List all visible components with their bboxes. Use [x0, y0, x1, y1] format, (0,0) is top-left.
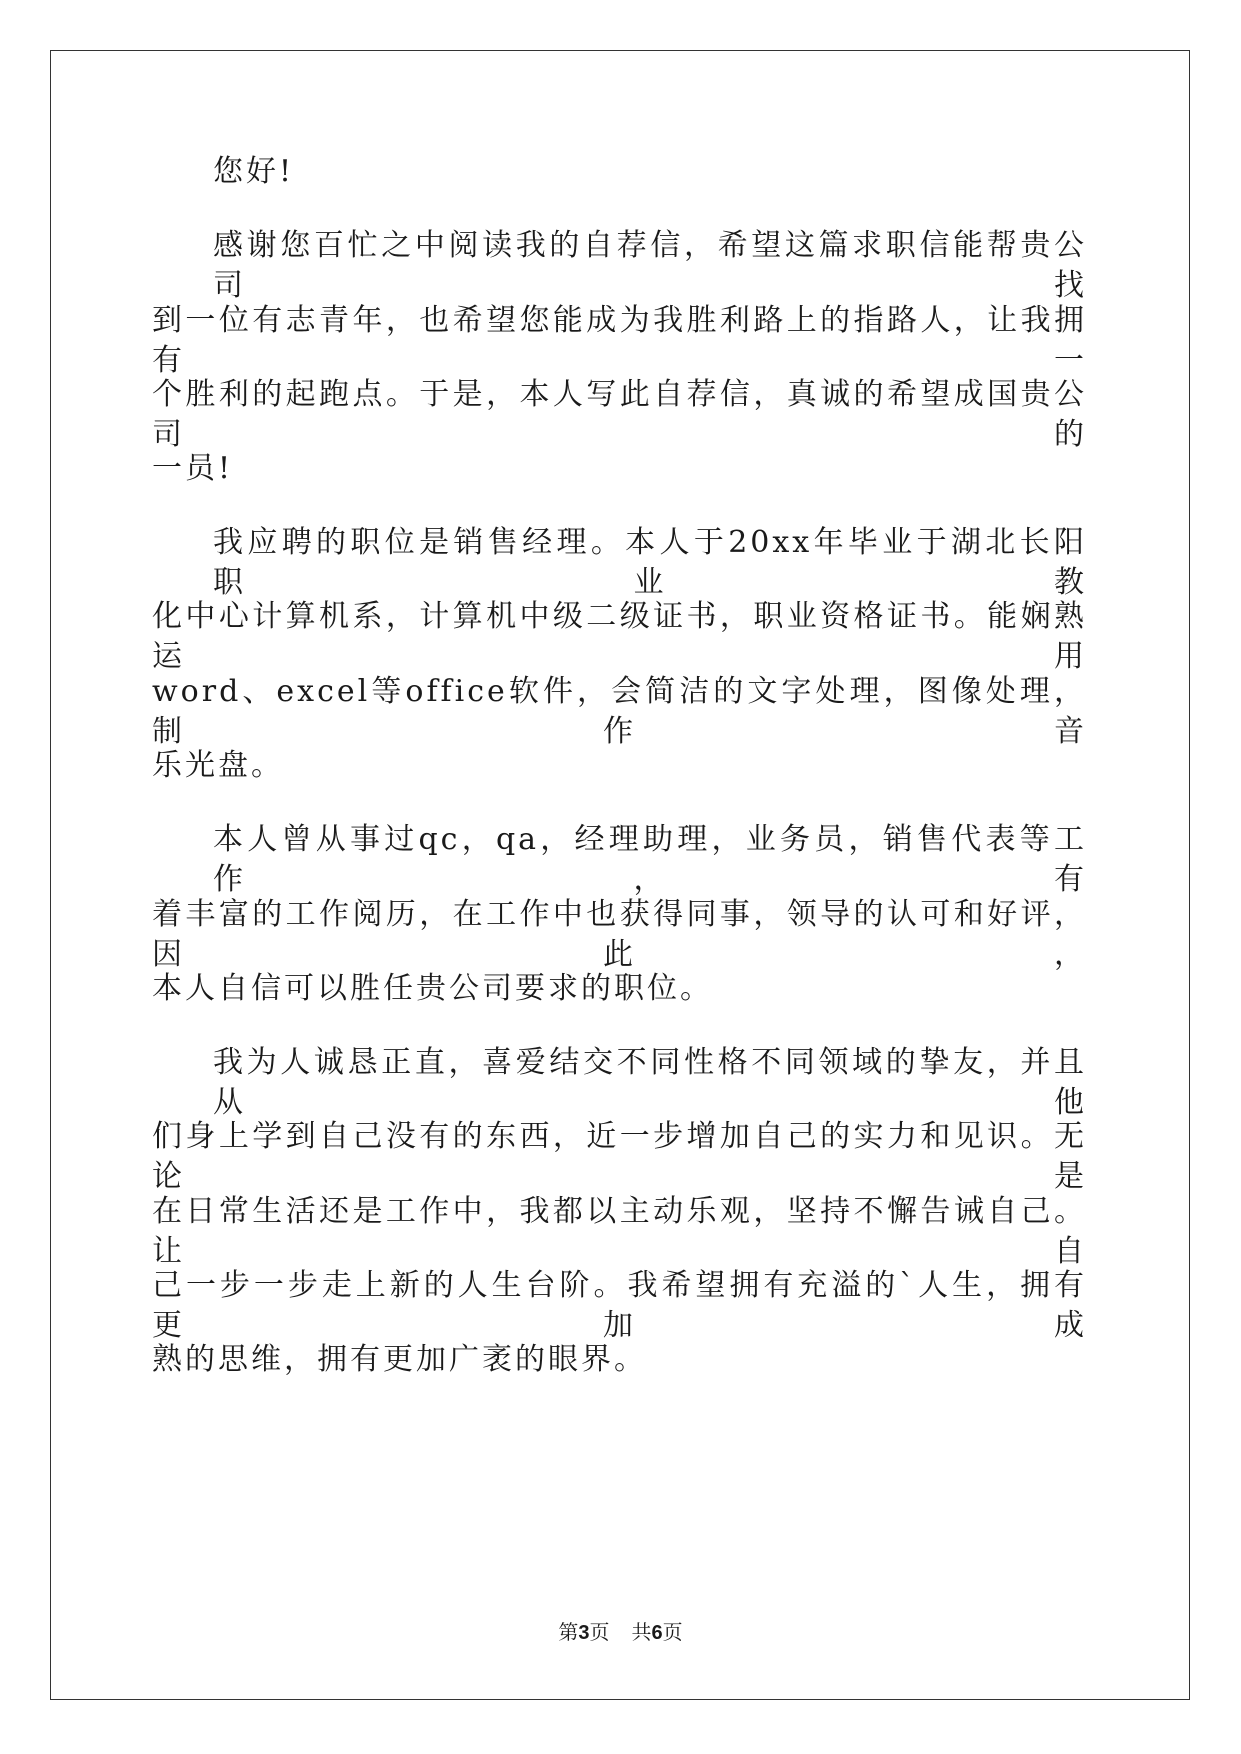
paragraph-3-line-1: 本人曾从事过qc，qa，经理助理，业务员，销售代表等工作，有 — [213, 822, 1087, 897]
paragraph-1-line-1: 感谢您百忙之中阅读我的自荐信，希望这篇求职信能帮贵公司找 — [213, 228, 1087, 303]
page-total: 6 — [651, 1622, 663, 1644]
total-suffix: 页 — [662, 1620, 683, 1644]
page-current: 3 — [578, 1622, 590, 1644]
page-number-footer — [0, 1618, 1241, 1647]
paragraph-2-line-4: 乐光盘。 — [152, 748, 284, 783]
paragraph-1-line-4: 一员! — [152, 451, 234, 486]
paragraph-2-line-1: 我应聘的职位是销售经理。本人于20xx年毕业于湖北长阳职业教 — [213, 525, 1087, 600]
paragraph-3-line-2: 着丰富的工作阅历，在工作中也获得同事，领导的认可和好评，因此， — [152, 897, 1087, 972]
total-prefix: 共 — [631, 1620, 652, 1644]
paragraph-4-line-4: 己一步一步走上新的人生台阶。我希望拥有充溢的`人生，拥有更加成 — [152, 1268, 1087, 1343]
paragraph-4-line-2: 们身上学到自己没有的东西，近一步增加自己的实力和见识。无论是 — [152, 1119, 1087, 1194]
paragraph-3-line-3: 本人自信可以胜任贵公司要求的职位。 — [152, 971, 713, 1006]
paragraph-4-line-5: 熟的思维，拥有更加广袤的眼界。 — [152, 1342, 647, 1377]
page-prefix: 第 — [558, 1620, 579, 1644]
paragraph-1-line-2: 到一位有志青年，也希望您能成为我胜利路上的指路人，让我拥有一 — [152, 303, 1087, 378]
paragraph-4-line-1: 我为人诚恳正直，喜爱结交不同性格不同领域的挚友，并且从他 — [213, 1045, 1087, 1120]
paragraph-2-line-2: 化中心计算机系，计算机中级二级证书，职业资格证书。能娴熟运用 — [152, 599, 1087, 674]
page-suffix: 页 — [589, 1620, 610, 1644]
paragraph-4-line-3: 在日常生活还是工作中，我都以主动乐观，坚持不懈告诫自己。让自 — [152, 1194, 1087, 1269]
salutation: 您好! — [213, 154, 295, 189]
paragraph-1-line-3: 个胜利的起跑点。于是，本人写此自荐信，真诚的希望成国贵公司的 — [152, 377, 1087, 452]
paragraph-2-line-3: word、excel等office软件，会简洁的文字处理，图像处理，制作音 — [152, 674, 1087, 749]
